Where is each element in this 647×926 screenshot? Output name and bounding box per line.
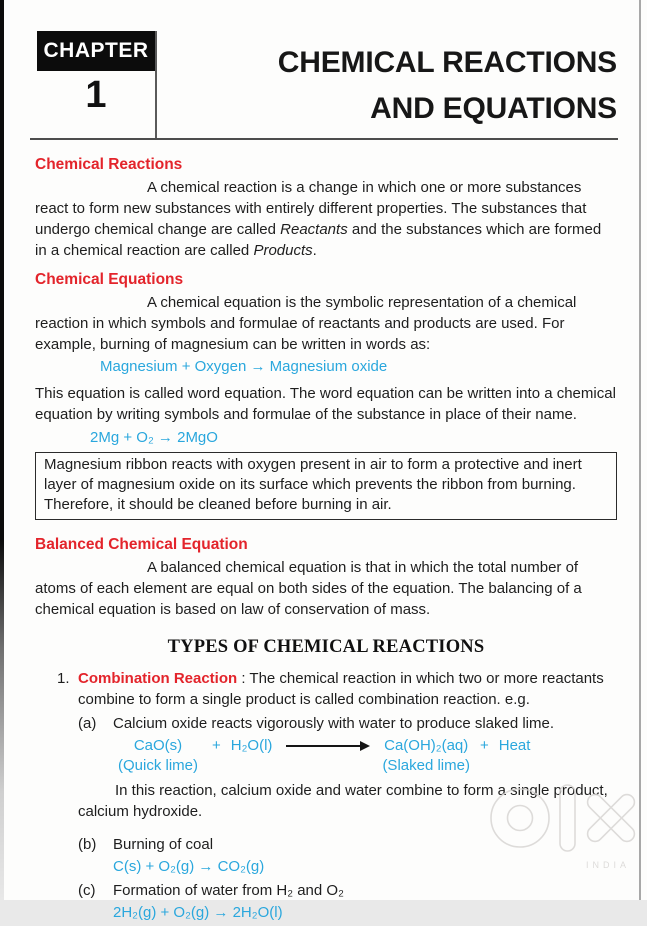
example-a-explanation: In this reaction, calcium oxide and water combine to form a single product, calcium hydroxide. — [78, 782, 608, 820]
product-calcium-hydroxide: Ca(OH)₂(aq) — [384, 737, 469, 754]
example-c — [78, 880, 617, 901]
water-formation-equation: 2H₂(g) + O₂(g) → 2H₂O(l) — [113, 904, 283, 921]
product-heat: Heat — [498, 737, 531, 754]
magnesium-ribbon-note-box: Magnesium ribbon reacts with oxygen present in air to form a protective and inert layer of magnesium oxide on its surface which prevents the ribbon from burning. Therefore, it should be cleaned before burning in air. — [35, 452, 617, 520]
chemical-reactions-paragraph — [35, 177, 617, 261]
word-equation-paragraph: This equation is called word equation. The word equation can be written into a chemical equation by writing symbols and formulae of the substance in place of their name. — [35, 385, 616, 423]
equation-reactant1-column — [118, 736, 198, 776]
list-number: 1. — [57, 670, 70, 687]
combination-reaction-term: Combination Reaction — [78, 670, 238, 687]
example-a-text: Calcium oxide reacts vigorously with water to produce slaked lime. — [113, 715, 555, 732]
equation-product1-column — [382, 736, 470, 776]
example-b — [78, 834, 617, 855]
italic-term-reactants: Reactants — [280, 221, 348, 238]
chapter-label-box — [37, 31, 155, 71]
chapter-label: CHAPTER — [43, 39, 149, 62]
list-item-body — [78, 668, 617, 926]
word-equation: Magnesium + Oxygen → Magnesium oxide — [100, 358, 388, 375]
section-heading-balanced-chemical-equation: Balanced Chemical Equation — [35, 536, 248, 553]
plus-sign: + — [212, 737, 221, 754]
watermark-india-label: INDIA — [586, 860, 631, 870]
page-content — [0, 140, 647, 926]
symbol-equation-magnesium: 2Mg + O₂ → 2MgO — [90, 429, 218, 446]
plus-sign: + — [479, 737, 489, 754]
example-a-marker: (a) — [78, 715, 97, 732]
example-b-text: Burning of coal — [113, 836, 214, 853]
paragraph-text: . — [312, 242, 317, 259]
section-heading-chemical-reactions: Chemical Reactions — [35, 156, 183, 173]
chemical-equations-paragraph: A chemical equation is the symbolic representation of a chemical reaction in which symbols and formulae of reactants and products are used. For example, burning of magnesium can be written in words as: — [35, 294, 577, 353]
coal-burning-equation: C(s) + O₂(g) → CO₂(g) — [113, 858, 265, 875]
reactant-water: H₂O(l) — [230, 737, 273, 754]
italic-term-products: Products — [253, 242, 313, 259]
page-title-line2: AND EQUATIONS — [370, 92, 617, 125]
example-c-text: Formation of water from H₂ and O₂ — [113, 882, 344, 899]
slaked-lime-equation — [118, 736, 617, 776]
types-of-chemical-reactions-heading: TYPES OF CHEMICAL REACTIONS — [167, 637, 485, 657]
section-heading-chemical-equations: Chemical Equations — [35, 271, 184, 288]
slaked-lime-label: (Slaked lime) — [382, 757, 470, 774]
example-b-marker: (b) — [78, 836, 97, 853]
reactant-cao: CaO(s) — [133, 737, 183, 754]
page-title-line1: CHEMICAL REACTIONS — [277, 46, 617, 79]
balanced-equation-paragraph: A balanced chemical equation is that in which the total number of atoms of each element are equal on both sides of the equation. The balancing of a chemical equation is based on law of conservation of mass. — [35, 559, 582, 618]
quick-lime-label: (Quick lime) — [118, 757, 199, 774]
chapter-header — [0, 0, 647, 140]
combination-definition — [78, 668, 617, 710]
combination-definition-text: : The chemical reaction in which two or more reactants combine to form a single product is called combination reaction. e.g. — [78, 670, 604, 708]
paragraph-text: and the substances which are formed in a chemical reaction are called — [35, 221, 602, 259]
example-c-marker: (c) — [78, 882, 96, 899]
chapter-number: 1 — [85, 74, 107, 116]
list-item-combination-reaction — [57, 668, 617, 926]
header-rule — [30, 138, 618, 140]
paragraph-text: A chemical reaction is a change in which one or more substances react to form new substances with entirely different properties. The substances that undergo chemical change are called — [35, 179, 587, 238]
reaction-arrow — [286, 745, 368, 747]
reaction-types-list — [57, 668, 617, 926]
example-a — [78, 713, 617, 734]
page-title — [278, 40, 617, 132]
header-vertical-divider — [155, 31, 157, 138]
